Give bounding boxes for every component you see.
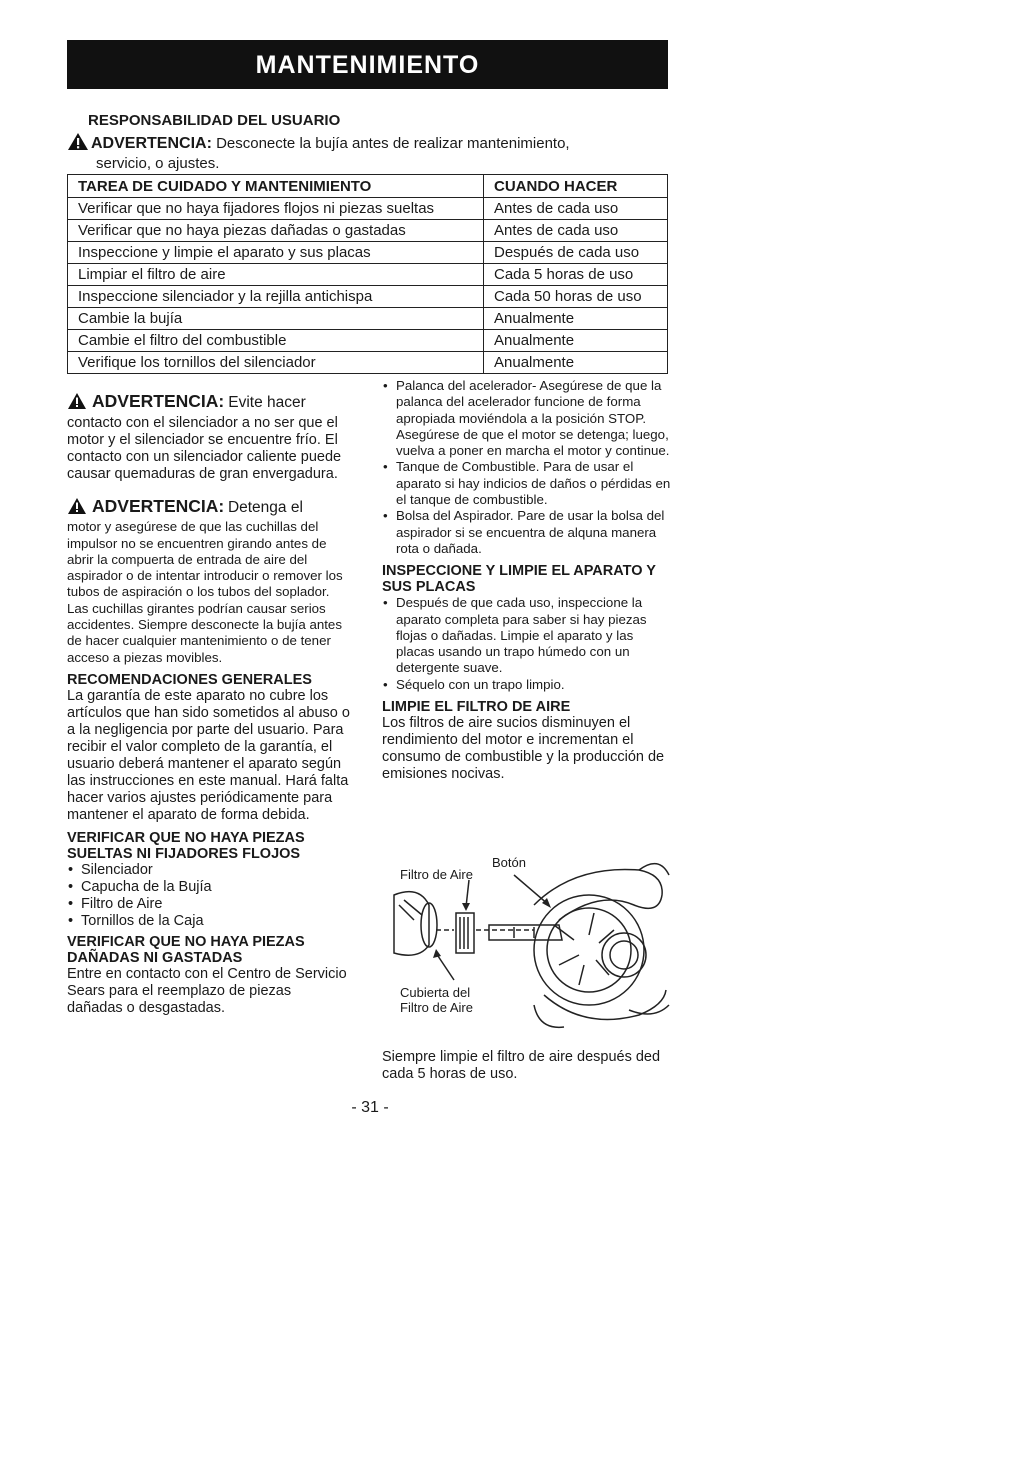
warning-text-continued: servicio, o ajustes. [96, 155, 220, 172]
closing-note: Siempre limpie el filtro de aire después ded cada 5 horas de uso. [382, 1049, 661, 1082]
muffler-warning [67, 392, 350, 483]
warning-label: ADVERTENCIA: [92, 496, 225, 516]
list-item: • Palanca del acelerador- Asegúrese de que la palanca del acelerador funcione de forma apropiada moviéndola a la posición STOP. Asegúrese de que el motor se detenga; luego, vuelva a poner en marcha el motor y continue. [382, 378, 672, 459]
task-cell: Limpiar el filtro de aire [68, 264, 484, 286]
spark-plug-warning [67, 132, 667, 172]
when-cell: Anualmente [484, 330, 668, 352]
when-cell: Antes de cada uso [484, 220, 668, 242]
table-row [68, 242, 668, 264]
table-row [68, 330, 668, 352]
table-row [68, 264, 668, 286]
warning-triangle-icon [67, 132, 89, 155]
list-item: • Después de que cada uso, inspeccione la aparato completa para saber si hay piezas flojas o dañadas. Limpie el aparato y las placas usando un trapo húmedo con un detergente suave. [382, 595, 672, 676]
warning-text: Evite hacer [228, 394, 306, 411]
table-row [68, 286, 668, 308]
table-row [68, 308, 668, 330]
inspect-clean-heading: INSPECCIONE Y LIMPIE EL APARATO Y SUS PLACAS [382, 563, 656, 596]
inspection-bullets [382, 378, 672, 557]
loose-parts-heading: VERIFICAR QUE NO HAYA PIEZAS SUELTAS NI FIJADORES FLOJOS [67, 829, 305, 862]
air-filter-label: Filtro de Aire [400, 867, 473, 882]
task-cell: Inspeccione silenciador y la rejilla antichispa [68, 286, 484, 308]
warning-triangle-icon [67, 392, 87, 415]
page-number: - 31 - [351, 1099, 389, 1116]
warning-triangle-icon [67, 497, 87, 519]
task-cell: Verificar que no haya piezas dañadas o gastadas [68, 220, 484, 242]
user-responsibility-heading: RESPONSABILIDAD DEL USUARIO [88, 112, 341, 129]
damaged-parts-heading: VERIFICAR QUE NO HAYA PIEZAS DAÑADAS NI GASTADAS [67, 933, 305, 966]
warning-text-continued: motor y asegúrese de que las cuchillas del impulsor no se encuentren girando antes de abrir la compuerta de entrada de aire del aspirador o de intentar introducir o remover los tubos de aspiración o los tubos del soplador. Las cuchillas girantes podrían causar serios accidentes. Siempre desconecte la bujía antes de hacer cualquier mantenimiento o de tener acceso a piezas movibles. [67, 519, 343, 665]
table-header-row [68, 175, 668, 198]
when-cell: Antes de cada uso [484, 198, 668, 220]
when-cell: Anualmente [484, 308, 668, 330]
task-cell: Cambie la bujía [68, 308, 484, 330]
warning-label: ADVERTENCIA: [91, 135, 212, 152]
task-cell: Inspeccione y limpie el aparato y sus placas [68, 242, 484, 264]
warning-text: Desconecte la bujía antes de realizar mantenimiento, [216, 135, 570, 152]
when-cell: Cada 50 horas de uso [484, 286, 668, 308]
column-header-task: TAREA DE CUIDADO Y MANTENIMIENTO [68, 175, 484, 198]
loose-parts-list [67, 862, 350, 930]
when-cell: Después de cada uso [484, 242, 668, 264]
air-filter-illustration [384, 845, 674, 1035]
general-recommendations-text: La garantía de este aparato no cubre los artículos que han sido sometidos al abuso o a la negligencia por parte del usuario. Para recibir el valor completo de la garantía, el usuario deberá mantener el aparato según las instrucciones en este manual. Hará falta hacer varios ajustes periódicamente para mantener el aparato de forma debida. [67, 687, 350, 823]
inspect-clean-list [382, 595, 672, 693]
table-row [68, 220, 668, 242]
filter-cover-label-line2: Filtro de Aire [400, 1000, 473, 1015]
impeller-warning [67, 497, 350, 666]
general-recommendations-heading: RECOMENDACIONES GENERALES [67, 671, 312, 688]
warning-label: ADVERTENCIA: [92, 391, 225, 411]
task-cell: Cambie el filtro del combustible [68, 330, 484, 352]
list-item: • Silenciador [67, 862, 350, 879]
warning-text: Detenga el [227, 499, 303, 516]
task-cell: Verificar que no haya fijadores flojos ni piezas sueltas [68, 198, 484, 220]
list-item: • Tanque de Combustible. Para de usar el aparato si hay indicios de daños o pérdidas en el tanque de combustible. [382, 459, 672, 508]
task-cell: Verifique los tornillos del silenciador [68, 352, 484, 374]
warning-text-continued: contacto con el silenciador a no ser que el motor y el silenciador se encuentre frío. El contacto con un silenciador caliente puede causar quemaduras de gran envergadura. [67, 415, 342, 482]
list-item: • Tornillos de la Caja [67, 913, 350, 930]
air-filter-heading: LIMPIE EL FILTRO DE AIRE [382, 699, 571, 716]
list-item: • Filtro de Aire [67, 896, 350, 913]
when-cell: Cada 5 horas de uso [484, 264, 668, 286]
button-label: Botón [492, 855, 526, 870]
list-item: • Séquelo con un trapo limpio. [382, 677, 672, 693]
table-row [68, 198, 668, 220]
filter-cover-label-line1: Cubierta del [400, 985, 471, 1000]
air-filter-text: Los filtros de aire sucios disminuyen el rendimiento del motor e incrementan el consumo de combustible y la producción de emisiones nocivas. [382, 715, 665, 783]
left-column [67, 378, 350, 1017]
maintenance-schedule-table [67, 174, 668, 374]
right-column [382, 378, 672, 783]
damaged-parts-text: Entre en contacto con el Centro de Servicio Sears para el reemplazo de piezas dañadas o desgastadas. [67, 965, 347, 1016]
page-title-banner: MANTENIMIENTO [67, 40, 668, 89]
column-header-when: CUANDO HACER [484, 175, 668, 198]
table-row [68, 352, 668, 374]
list-item: • Capucha de la Bujía [67, 879, 350, 896]
when-cell: Anualmente [484, 352, 668, 374]
list-item: • Bolsa del Aspirador. Pare de usar la bolsa del aspirador si se encuentra de alquna manera rota o dañada. [382, 508, 672, 557]
